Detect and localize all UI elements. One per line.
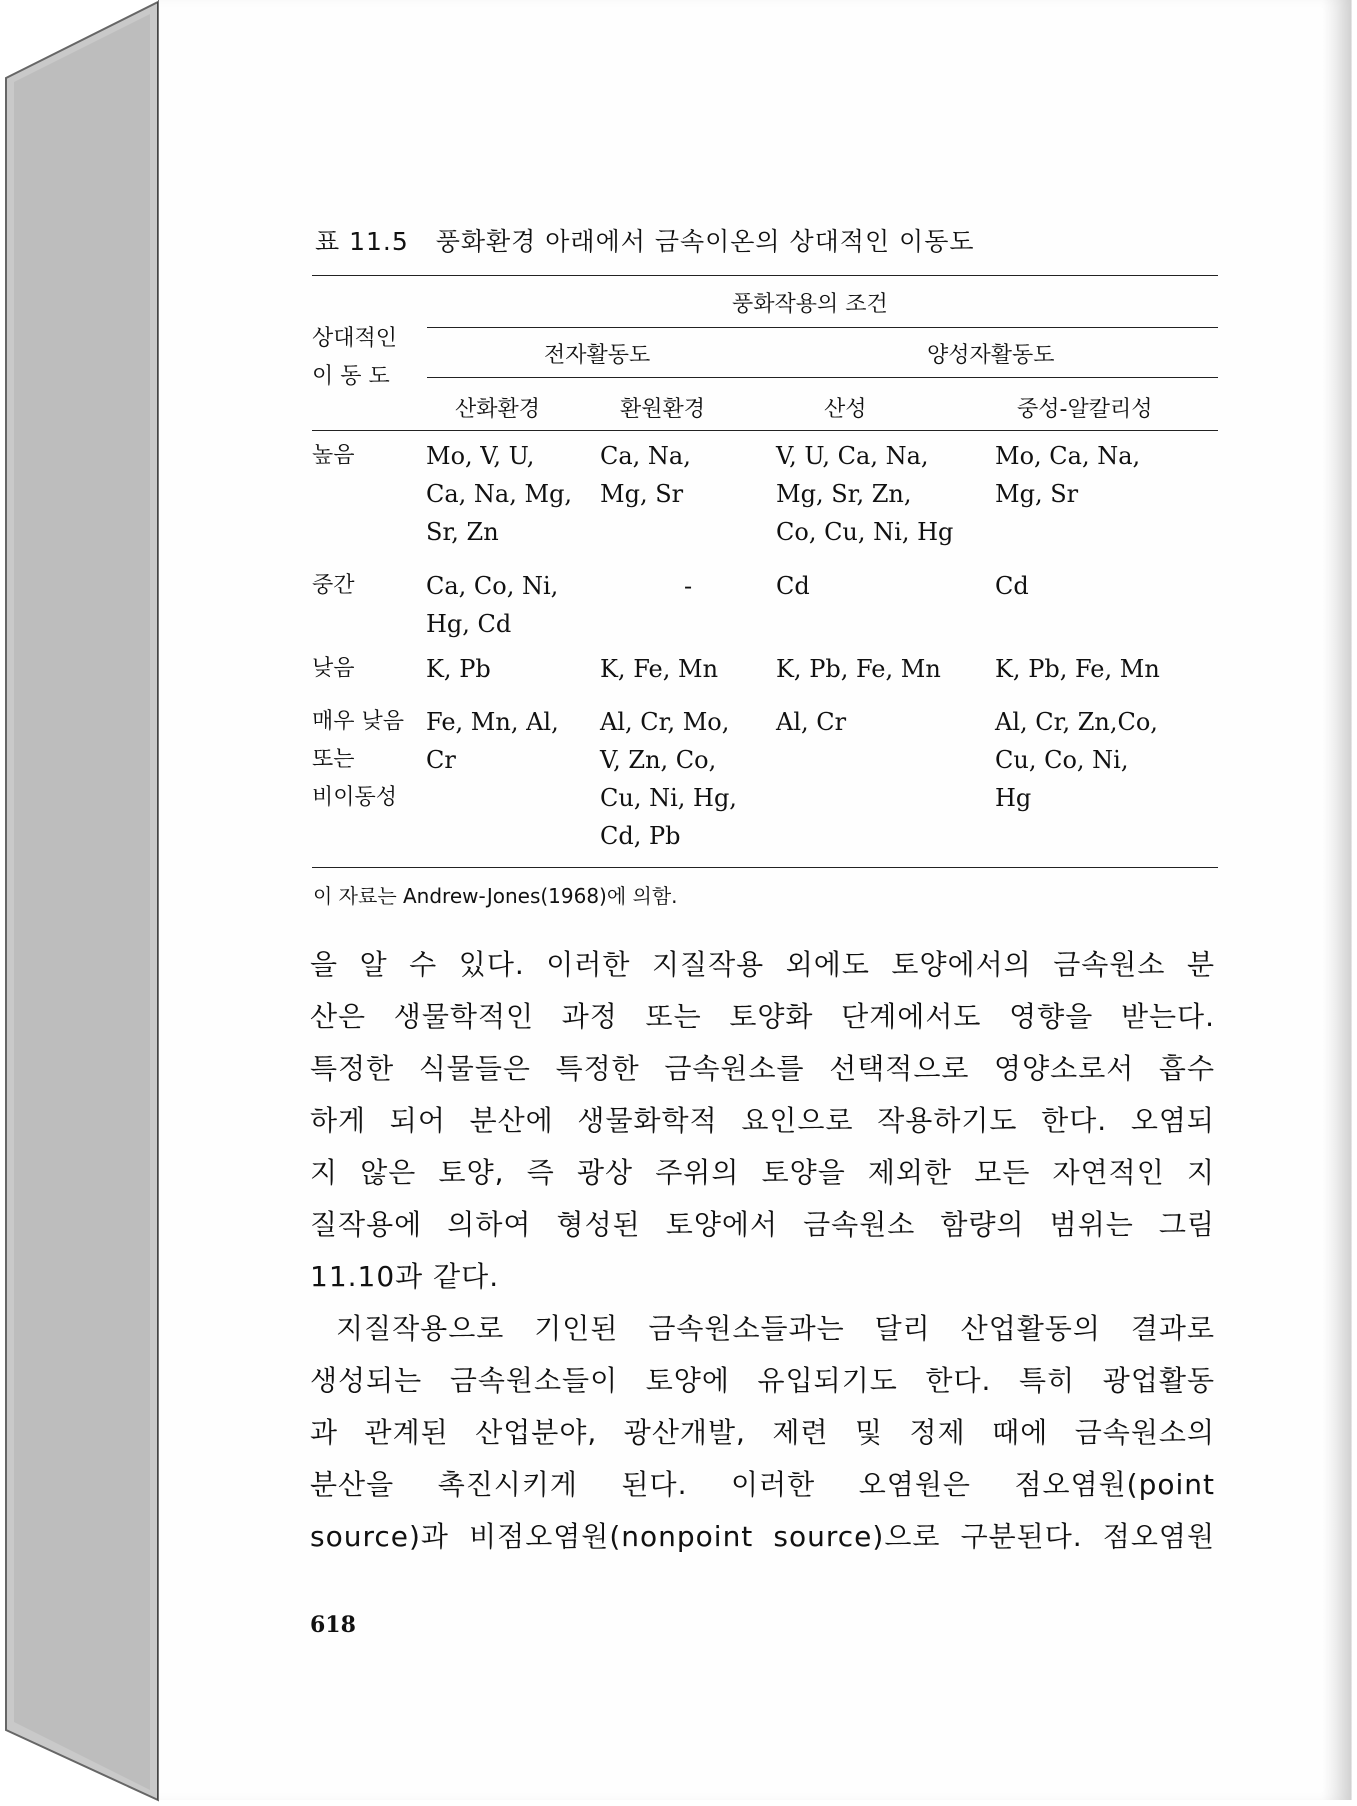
mobility-table	[312, 275, 1218, 875]
body-line: 산은 생물학적인 과정 또는 토양화 단계에서도 영향을 받는다.	[310, 1000, 1215, 1033]
body-line: 특정한 식물들은 특정한 금속원소를 선택적으로 영양소로서 흡수	[310, 1052, 1215, 1085]
header-bottom-rule	[312, 430, 1218, 431]
body-line: 을 알 수 있다. 이러한 지질작용 외에도 토양에서의 금속원소 분	[310, 948, 1215, 981]
table-cell: Cd	[995, 572, 1029, 600]
body-line: 생성되는 금속원소들이 토양에 유입되기도 한다. 특히 광업활동	[310, 1364, 1215, 1397]
body-line: 지 않은 토양, 즉 광상 주위의 토양을 제외한 모든 자연적인 지	[310, 1156, 1215, 1189]
column-header: 환원환경	[620, 397, 706, 422]
table-cell: Mo, Ca, Na, Mg, Sr	[995, 442, 1141, 508]
row-label: 낮음	[312, 656, 355, 681]
table-cell: Mo, V, U, Ca, Na, Mg, Sr, Zn	[426, 442, 573, 546]
row-label: 높음	[312, 443, 355, 468]
table-title: 풍화환경 아래에서 금속이온의 상대적인 이동도	[435, 227, 975, 256]
table-cell: Al, Cr	[776, 708, 847, 736]
body-line: source)과 비점오염원(nonpoint source)으로 구분된다. 점오염원	[310, 1520, 1215, 1553]
table-cell: K, Pb	[426, 655, 491, 683]
subgroup-rule	[427, 377, 1218, 378]
group-rule	[427, 327, 1218, 328]
table-cell: Ca, Na, Mg, Sr	[600, 442, 691, 508]
body-line: 하게 되어 분산에 생물화학적 요인으로 작용하기도 한다. 오염되	[310, 1104, 1215, 1137]
body-line: 질작용에 의하여 형성된 토양에서 금속원소 함량의 범위는 그림	[310, 1208, 1215, 1241]
table-cell: Ca, Co, Ni, Hg, Cd	[426, 572, 559, 638]
column-header: 산화환경	[455, 397, 541, 422]
body-line: 분산을 촉진시키게 된다. 이러한 오염원은 점오염원(point	[310, 1468, 1215, 1501]
source-note: 이 자료는 Andrew-Jones(1968)에 의함.	[313, 884, 678, 908]
table-caption	[315, 222, 1215, 258]
table-cell: K, Pb, Fe, Mn	[995, 655, 1160, 683]
body-line: 지질작용으로 기인된 금속원소들과는 달리 산업활동의 결과로	[336, 1312, 1215, 1345]
table-cell: K, Pb, Fe, Mn	[776, 655, 941, 683]
table-cell: -	[684, 572, 693, 600]
page-edge-shadow	[1322, 0, 1352, 1800]
table-bottom-rule	[312, 867, 1218, 868]
row-label: 매우 낮음 또는 비이동성	[312, 709, 405, 810]
table-cell: Al, Cr, Zn,Co, Cu, Co, Ni, Hg	[995, 708, 1158, 812]
subgroup-electron: 전자활동도	[544, 343, 651, 368]
table-cell: Al, Cr, Mo, V, Zn, Co, Cu, Ni, Hg, Cd, Pb	[600, 708, 737, 850]
body-line: 과 관계된 산업분야, 광산개발, 제련 및 정제 때에 금속원소의	[310, 1416, 1215, 1449]
table-cell: V, U, Ca, Na, Mg, Sr, Zn, Co, Cu, Ni, Hg	[776, 442, 954, 546]
table-cell: Fe, Mn, Al, Cr	[426, 708, 559, 774]
body-line: 11.10과 같다.	[310, 1260, 500, 1293]
page-number: 618	[310, 1612, 356, 1638]
column-header: 산성	[824, 397, 867, 422]
group-header: 풍화작용의 조건	[732, 292, 888, 317]
row-header: 상대적인 이 동 도	[312, 326, 398, 389]
table-top-rule	[312, 275, 1218, 276]
table-cell: Cd	[776, 572, 810, 600]
table-cell: K, Fe, Mn	[600, 655, 719, 683]
row-label: 중간	[312, 573, 355, 598]
subgroup-proton: 양성자활동도	[927, 343, 1055, 368]
column-header: 중성-알칼리성	[1017, 397, 1153, 422]
table-number: 표 11.5	[315, 227, 409, 256]
